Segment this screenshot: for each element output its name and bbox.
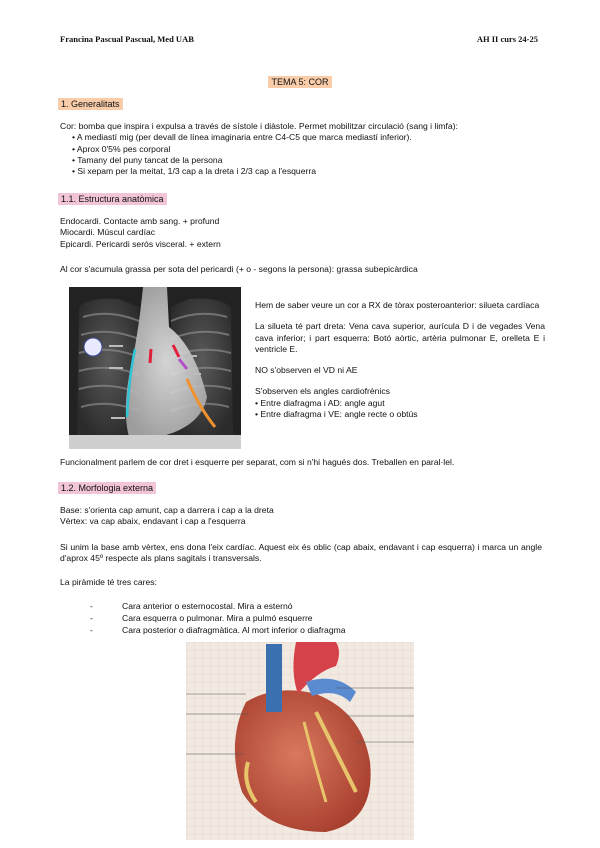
functional-line: Funcionalment parlem de cor dret i esquerre per separat, com si n'hi hagués dos. Treballen en paral·lel. xyxy=(60,457,455,467)
vertex-line: Vèrtex: va cap abaix, endavant i cap a l'esquerra xyxy=(60,516,246,527)
bullet-item: • A mediastí mig (per devall de línea imaginaria entre C4-C5 que marca mediastí inferior). xyxy=(72,132,412,143)
xray-p1: Hem de saber veure un cor a RX de tòrax posteroanterior: silueta cardíaca xyxy=(255,300,540,310)
layers-list xyxy=(60,216,221,250)
pyramid-intro xyxy=(60,577,157,588)
header-course: AH II curs 24-25 xyxy=(476,34,538,44)
generalitats-text xyxy=(60,121,458,177)
faces-list xyxy=(90,600,346,636)
layer-item: Endocardi. Contacte amb sang. + profund xyxy=(60,216,220,226)
page-title xyxy=(0,72,600,90)
pyramid-line: La piràmide té tres cares: xyxy=(60,577,157,587)
base-vertex xyxy=(60,505,274,528)
base-line: Base: s'orienta cap amunt, cap a darrera i cap a la dreta xyxy=(60,505,274,515)
layer-item: Miocardi. Múscul cardíac xyxy=(60,227,156,238)
bullet-item: • Si xepam per la meitat, 1/3 cap a la dreta i 2/3 cap a l'esquerra xyxy=(72,166,316,177)
axis-paragraph: Si unim la base amb vèrtex, ens dona l'eix cardíac. Aquest eix és oblic (cap abaix, endavant i cap esquerra) i marca un angle d'aprox 45º respecte als plans sagitals i transversals. xyxy=(60,542,542,564)
axis-text xyxy=(60,542,542,565)
face-text: Cara esquerra o pulmonar. Mira a pulmó esquerre xyxy=(122,613,313,623)
face-text: Cara posterior o diafragmàtica. Al mort inferior o diafragma xyxy=(122,625,346,635)
heart-illustration xyxy=(186,642,414,840)
face-text: Cara anterior o esternocostal. Mira a esternó xyxy=(122,601,293,611)
bullet-item: • Aprox 0'5% pes corporal xyxy=(72,143,171,154)
xray-p3: NO s'observen el VD ni AE xyxy=(255,365,358,376)
list-item: - Cara anterior o esternocostal. Mira a esternó xyxy=(90,601,293,611)
heading-generalitats: 1. Generalitats xyxy=(58,98,123,110)
xray-bullet: • Entre diafragma i AD: angle agut xyxy=(255,397,385,408)
heading-morfologia: 1.2. Morfologia externa xyxy=(58,482,156,494)
intro-line: Cor: bomba que inspira i expulsa a través de sístole i diàstole. Permet mobilitzar circulació (sang i limfa): xyxy=(60,121,458,131)
xray-p4: S'observen els angles cardiofrènics xyxy=(255,386,390,397)
chest-xray-image xyxy=(69,287,241,449)
heading-estructura: 1.1. Estructura anatòmica xyxy=(58,193,167,205)
list-item: - Cara esquerra o pulmonar. Mira a pulmó esquerre xyxy=(90,613,313,623)
xray-illustration xyxy=(69,287,241,449)
xray-bullet: • Entre diafragma i VE: angle recte o obtús xyxy=(255,409,418,420)
xray-description xyxy=(255,300,545,420)
heart-anatomy-image xyxy=(186,642,414,840)
fat-text xyxy=(60,264,418,275)
list-item: - Cara posterior o diafragmàtica. Al mort inferior o diafragma xyxy=(90,625,346,635)
bullet-item: • Tamany del puny tancat de la persona xyxy=(72,154,223,165)
header-author: Francina Pascual Pascual, Med UAB xyxy=(60,34,194,44)
xray-p2: La silueta té part dreta: Vena cava superior, aurícula D i de vegades Vena cava inferior; i part esquerra: Botó aòrtic, artèria pulmonar E, orelleta E i ventricle E. xyxy=(255,321,545,354)
functional-text xyxy=(60,457,454,468)
layer-item: Epicardi. Pericardi serós visceral. + extern xyxy=(60,238,221,249)
title-text: TEMA 5: COR xyxy=(268,76,331,88)
fat-line: Al cor s'acumula grassa per sota del pericardi (+ o - segons la persona): grassa subepicàrdica xyxy=(60,264,418,274)
